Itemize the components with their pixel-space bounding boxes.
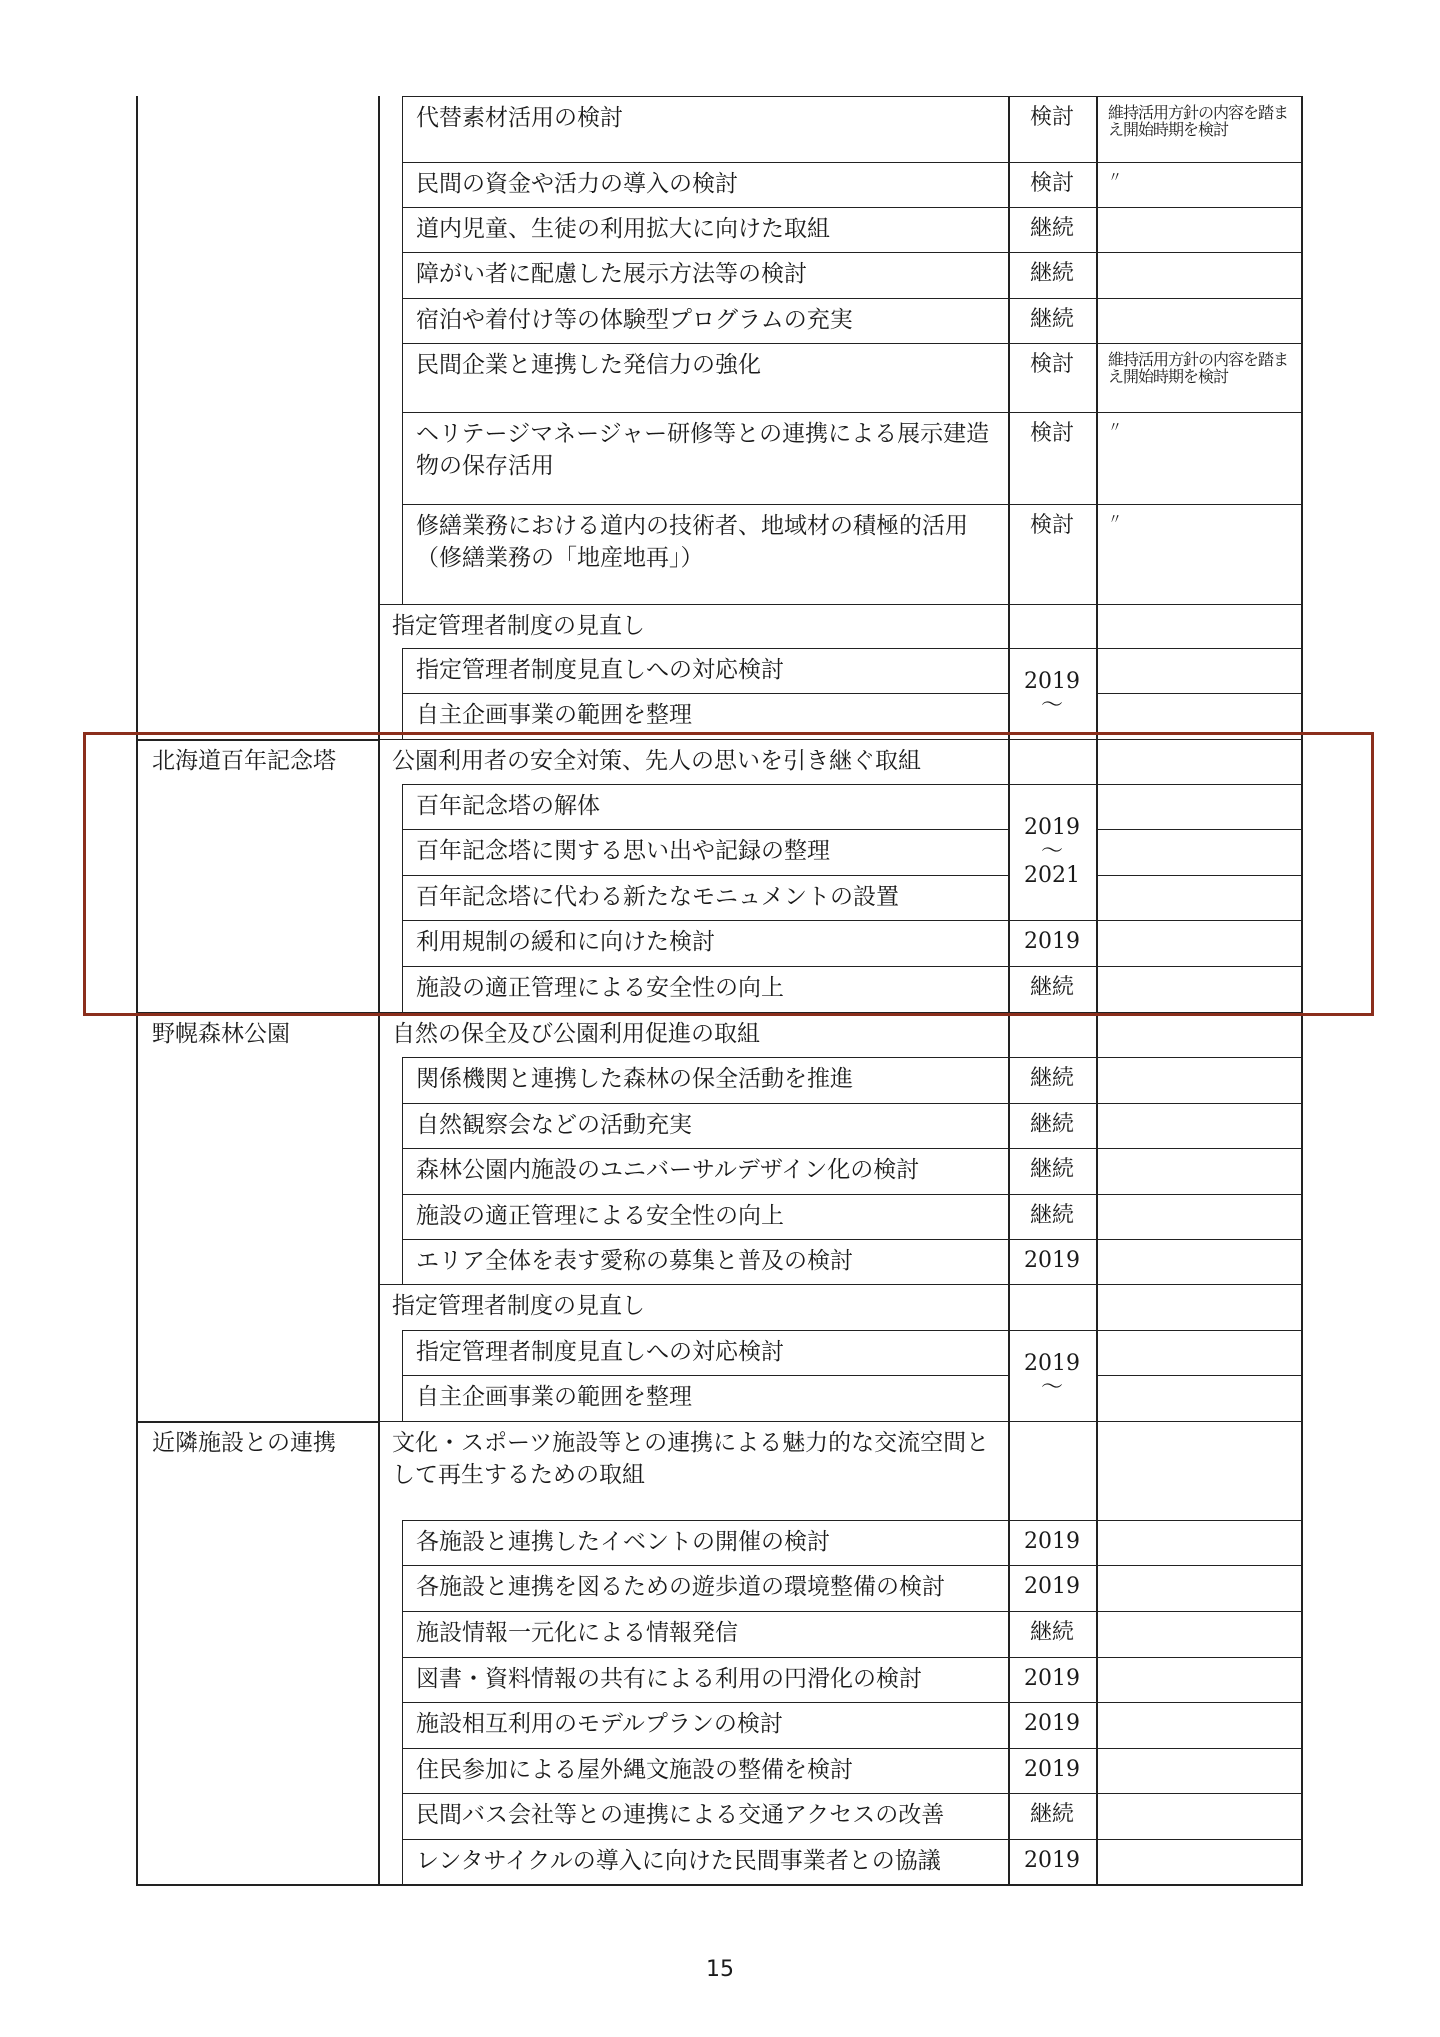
row-border (402, 162, 1008, 163)
row-border (1008, 1421, 1096, 1422)
measure-item: 住民参加による屋外縄文施設の整備を検討 (416, 1757, 853, 1783)
period-value: 検討 (1029, 105, 1074, 130)
row-border (1008, 96, 1096, 97)
measure-item: 関係機関と連携した森林の保全活動を推進 (416, 1066, 853, 1092)
remarks-note: 維持活用方針の内容を踏まえ開始時期を検討 (1108, 350, 1289, 386)
item-indent-line (402, 1520, 403, 1565)
item-indent-line (402, 1103, 403, 1148)
section-label: 近隣施設との連携 (152, 1430, 336, 1456)
row-border (402, 412, 1008, 413)
row-border (402, 343, 1008, 344)
period-line: 2021 (1024, 863, 1080, 888)
row-border (1096, 96, 1301, 97)
item-indent-line (402, 343, 403, 412)
measure-item: 自然観察会などの活動充実 (416, 1112, 692, 1138)
row-border (1096, 412, 1301, 413)
row-border (1008, 1284, 1096, 1285)
item-indent-line (402, 412, 403, 504)
row-border (1096, 1421, 1301, 1422)
category-heading: 指定管理者制度の見直し (392, 1293, 645, 1319)
row-border (1096, 1839, 1301, 1840)
measure-item: 施設の適正管理による安全性の向上 (416, 1203, 784, 1229)
row-border (1096, 1375, 1301, 1376)
period-value: 2019 (1024, 1711, 1080, 1736)
period-line: ～ (1040, 839, 1063, 864)
row-border (1008, 1702, 1096, 1703)
row-border (402, 1565, 1008, 1566)
section-divider (136, 1421, 378, 1423)
measure-item: 民間バス会社等との連携による交通アクセスの改善 (416, 1802, 945, 1828)
period-value: 継続 (1029, 1620, 1074, 1645)
row-border (378, 1421, 1008, 1422)
item-indent-line (402, 1565, 403, 1611)
row-border (402, 96, 1008, 97)
row-border (1096, 1330, 1301, 1331)
category-heading: 自然の保全及び公園利用促進の取組 (392, 1021, 760, 1047)
period-value: 検討 (1029, 421, 1074, 446)
measure-item: 道内児童、生徒の利用拡大に向けた取組 (416, 216, 830, 242)
row-border (402, 1748, 1008, 1749)
row-border (402, 1194, 1008, 1195)
row-border (402, 298, 1008, 299)
merged-period (1010, 1352, 1094, 1400)
row-border (1096, 504, 1301, 505)
row-border (1096, 1103, 1301, 1104)
measure-item: 施設の適正管理による安全性の向上 (416, 975, 784, 1001)
row-border (1096, 298, 1301, 299)
item-indent-line (402, 1330, 403, 1375)
item-indent-line (402, 298, 403, 343)
row-border (1008, 1239, 1096, 1240)
item-indent-line (402, 1839, 403, 1884)
item-indent-line (402, 1148, 403, 1194)
row-border (402, 1330, 1008, 1331)
measure-item: 利用規制の緩和に向けた検討 (416, 929, 715, 955)
row-border (1008, 1839, 1096, 1840)
row-border (402, 1148, 1008, 1149)
row-border (1096, 1148, 1301, 1149)
row-border (1008, 162, 1096, 163)
measure-item: 指定管理者制度見直しへの対応検討 (416, 1339, 784, 1365)
row-border (402, 1375, 1008, 1376)
measure-item: 宿泊や着付け等の体験型プログラムの充実 (416, 307, 853, 333)
period-value: 継続 (1029, 216, 1074, 241)
row-border (1008, 1657, 1096, 1658)
measure-item: 障がい者に配慮した展示方法等の検討 (416, 261, 807, 287)
row-border (1008, 648, 1096, 649)
row-border (1096, 1748, 1301, 1749)
measure-item: エリア全体を表す愛称の募集と普及の検討 (416, 1248, 853, 1274)
remarks-note: 〃 (1108, 420, 1122, 436)
measure-item: 百年記念塔の解体 (416, 793, 600, 819)
row-border (402, 1057, 1008, 1058)
item-indent-line (402, 1748, 403, 1793)
period-value: 継続 (1029, 1066, 1074, 1091)
measure-item: ヘリテージマネージャー研修等との連携による展示建造物の保存活用 (416, 421, 990, 479)
measure-item: 各施設と連携したイベントの開催の検討 (416, 1529, 830, 1555)
row-border (402, 1793, 1008, 1794)
section-label: 北海道百年記念塔 (152, 748, 336, 774)
measure-item: 図書・資料情報の共有による利用の円滑化の検討 (416, 1666, 922, 1692)
category-heading: 指定管理者制度の見直し (392, 613, 645, 639)
period-value: 2019 (1024, 1248, 1080, 1273)
measure-item: 自主企画事業の範囲を整理 (416, 702, 692, 728)
period-line: 2019 (1024, 815, 1080, 840)
row-border (1008, 1148, 1096, 1149)
table-bottom-border (136, 1884, 1303, 1886)
row-border (1008, 604, 1096, 605)
row-border (1096, 207, 1301, 208)
measure-item: 森林公園内施設のユニバーサルデザイン化の検討 (416, 1157, 920, 1183)
section-label: 野幌森林公園 (152, 1021, 290, 1047)
item-indent-line (402, 1194, 403, 1239)
period-value: 2019 (1024, 1574, 1080, 1599)
row-border (1008, 1057, 1096, 1058)
row-border (402, 1702, 1008, 1703)
remarks-note: 〃 (1108, 170, 1122, 186)
item-indent-line (402, 648, 403, 693)
category-heading: 公園利用者の安全対策、先人の思いを引き継ぐ取組 (392, 748, 921, 774)
row-border (1008, 252, 1096, 253)
row-border (402, 1239, 1008, 1240)
highlight-box (83, 732, 1374, 1016)
item-indent-line (402, 1611, 403, 1657)
row-border (1096, 1793, 1301, 1794)
row-border (1096, 604, 1301, 605)
row-border (1096, 252, 1301, 253)
period-value: 2019 (1024, 929, 1080, 954)
row-border (1096, 693, 1301, 694)
row-border (402, 1611, 1008, 1612)
row-border (378, 1284, 1008, 1285)
row-border (1096, 1057, 1301, 1058)
row-border (402, 1103, 1008, 1104)
merged-period (1010, 670, 1094, 718)
row-border (402, 504, 1008, 505)
measure-item: 指定管理者制度見直しへの対応検討 (416, 657, 784, 683)
period-value: 2019 (1024, 1848, 1080, 1873)
measure-item: 各施設と連携を図るための遊歩道の環境整備の検討 (416, 1574, 945, 1600)
row-border (1096, 1702, 1301, 1703)
item-indent-line (402, 1057, 403, 1103)
row-border (1008, 1103, 1096, 1104)
period-value: 継続 (1029, 1203, 1074, 1228)
row-border (1096, 1194, 1301, 1195)
item-indent-line (402, 1702, 403, 1748)
measure-item: 百年記念塔に関する思い出や記録の整理 (416, 838, 830, 864)
row-border (1008, 412, 1096, 413)
row-border (1008, 1611, 1096, 1612)
row-border (1008, 298, 1096, 299)
measure-item: 百年記念塔に代わる新たなモニュメントの設置 (416, 884, 899, 910)
row-border (1096, 1657, 1301, 1658)
period-value: 2019 (1024, 1757, 1080, 1782)
category-heading: 文化・スポーツ施設等との連携による魅力的な交流空間として再生するための取組 (392, 1430, 990, 1488)
item-indent-line (402, 504, 403, 604)
item-indent-line (402, 252, 403, 298)
row-border (1008, 1194, 1096, 1195)
measure-item: 自主企画事業の範囲を整理 (416, 1384, 692, 1410)
item-indent-line (402, 96, 403, 162)
row-border (1096, 1565, 1301, 1566)
period-value: 検討 (1029, 171, 1074, 196)
row-border (1096, 648, 1301, 649)
row-border (402, 1520, 1008, 1521)
measure-item: レンタサイクルの導入に向けた民間事業者との協議 (416, 1848, 941, 1874)
period-value: 2019 (1024, 1529, 1080, 1554)
row-border (1008, 1520, 1096, 1521)
period-value: 検討 (1029, 352, 1074, 377)
row-border (402, 693, 1008, 694)
period-line: 2019 (1024, 668, 1080, 694)
period-line: ～ (1040, 1374, 1063, 1400)
row-border (1008, 1330, 1096, 1331)
row-border (1008, 1748, 1096, 1749)
remarks-note: 維持活用方針の内容を踏まえ開始時期を検討 (1108, 103, 1289, 139)
measure-item: 修繕業務における道内の技術者、地域材の積極的活用（修繕業務の「地産地再」） (416, 513, 968, 571)
row-border (1096, 1284, 1301, 1285)
row-border (402, 1839, 1008, 1840)
period-value: 継続 (1029, 1112, 1074, 1137)
row-border (378, 604, 1008, 605)
row-border (1096, 343, 1301, 344)
period-line: 2019 (1024, 1350, 1080, 1376)
measure-item: 施設相互利用のモデルプランの検討 (416, 1711, 783, 1737)
remarks-note: 〃 (1108, 512, 1122, 528)
period-value: 検討 (1029, 513, 1074, 538)
row-border (402, 648, 1008, 649)
item-indent-line (402, 1375, 403, 1421)
measure-item: 代替素材活用の検討 (416, 105, 623, 131)
period-line: ～ (1040, 692, 1063, 718)
row-border (1008, 343, 1096, 344)
row-border (1008, 1565, 1096, 1566)
row-border (402, 207, 1008, 208)
row-border (402, 252, 1008, 253)
row-border (1096, 1611, 1301, 1612)
row-border (1008, 207, 1096, 208)
item-indent-line (402, 1657, 403, 1702)
item-indent-line (402, 1793, 403, 1839)
period-value: 継続 (1029, 1802, 1074, 1827)
row-border (1008, 1793, 1096, 1794)
period-value: 2019 (1024, 1666, 1080, 1691)
row-border (1096, 1520, 1301, 1521)
item-indent-line (402, 1239, 403, 1284)
row-border (402, 1657, 1008, 1658)
row-border (1096, 162, 1301, 163)
period-value: 継続 (1029, 975, 1074, 1000)
page-number: 15 (706, 1957, 734, 1982)
item-indent-line (402, 162, 403, 207)
period-value: 継続 (1029, 1157, 1074, 1182)
period-value: 継続 (1029, 307, 1074, 332)
item-indent-line (402, 207, 403, 252)
measure-item: 施設情報一元化による情報発信 (416, 1620, 738, 1646)
measure-item: 民間の資金や活力の導入の検討 (416, 171, 738, 197)
row-border (1096, 1239, 1301, 1240)
period-value: 継続 (1029, 261, 1074, 286)
measure-item: 民間企業と連携した発信力の強化 (416, 352, 761, 378)
row-border (1008, 504, 1096, 505)
